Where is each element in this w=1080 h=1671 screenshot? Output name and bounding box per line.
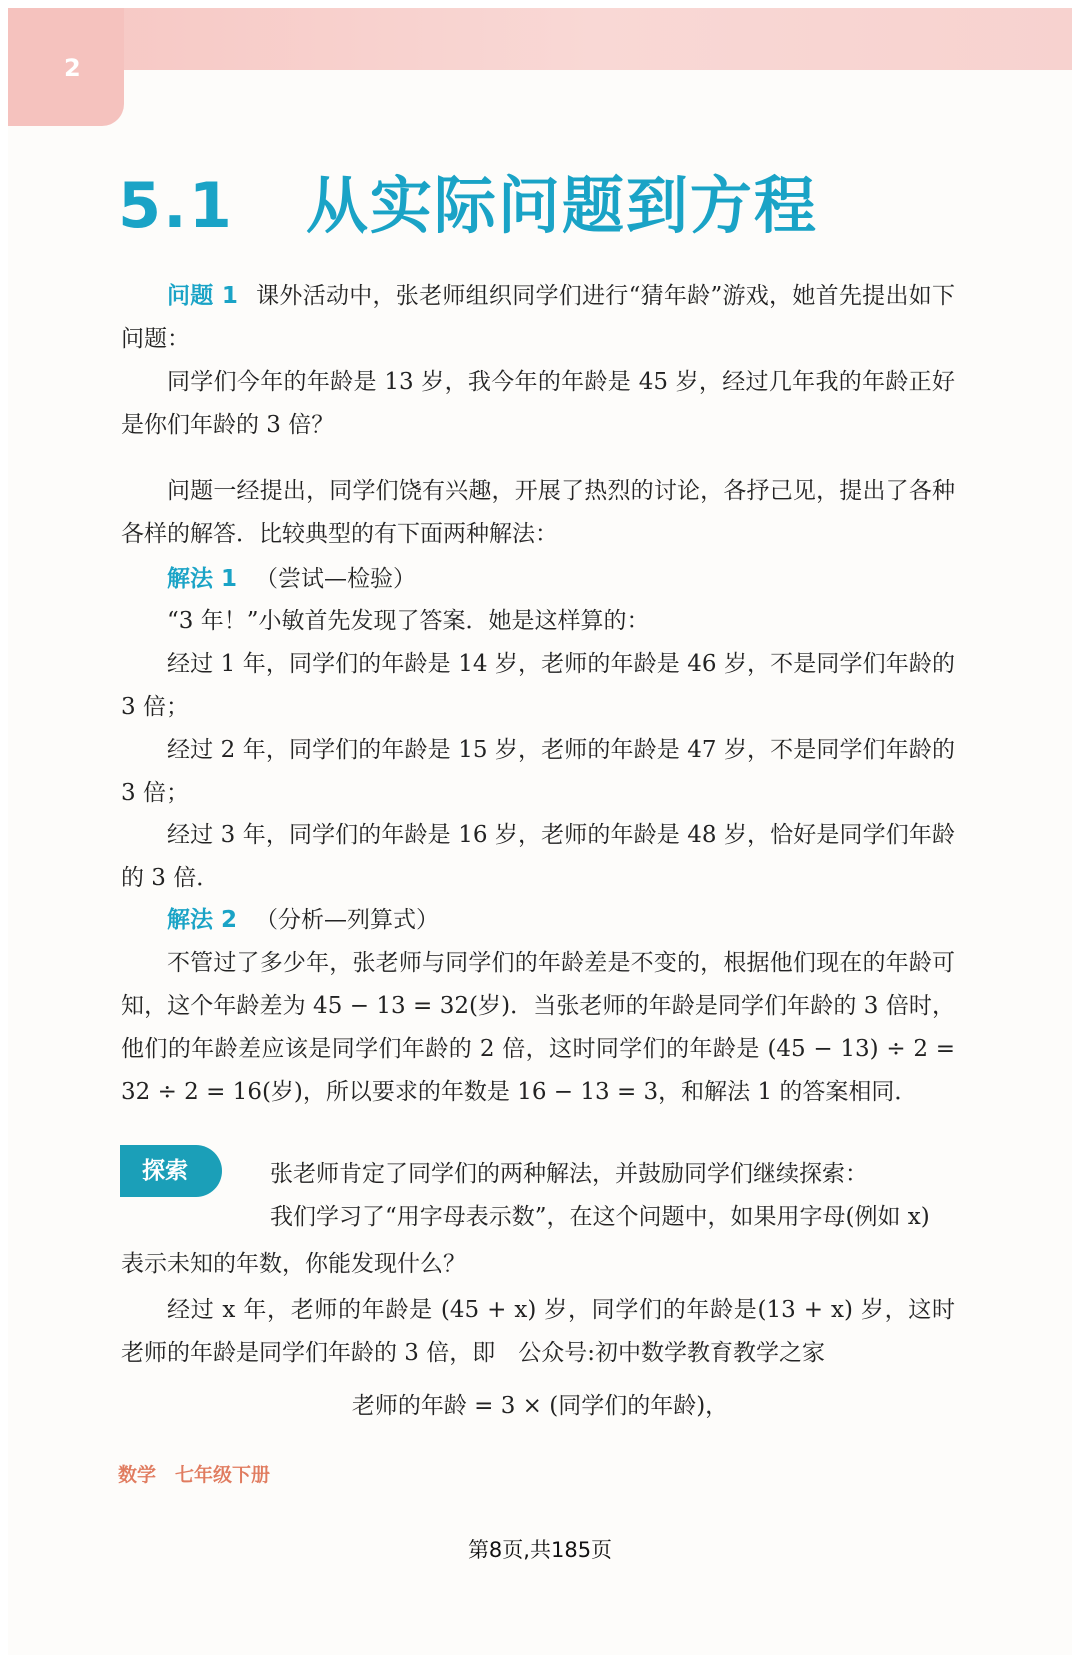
method1-line: 经过 1 年，同学们的年龄是 14 岁，老师的年龄是 46 岁，不是同学们年龄的 3 倍； <box>121 651 955 720</box>
explore-paragraph: 经过 x 年，老师的年龄是 (45 + x) 岁，同学们的年龄是(13 + x) 岁，这时老师的年龄是同学们年龄的 3 倍，即 公众号:初中数学教育教学之家 <box>121 1297 955 1366</box>
problem-intro: 课外活动中，张老师组织同学们进行“猜年龄”游戏，她首先提出如下问题： <box>121 283 955 352</box>
textbook-page <box>8 8 1072 1655</box>
method2-text: 不管过了多少年，张老师与同学们的年龄差是不变的，根据他们现在的年龄可知，这个年龄差为 45 − 13 = 32(岁)．当张老师的年龄是同学们年龄的 3 倍时，他们的年龄差应该是同学们年龄的 2 倍，这时同学们的年龄是 (45 − 13) ÷ 2 = 32 ÷ 2 = 16(岁)，所以要求的年数是 16 − 13 = 3，和解法 1 的答案相同． <box>121 950 955 1105</box>
method1-label: 解法 1 <box>167 566 238 592</box>
method1-line: 经过 2 年，同学们的年龄是 15 岁，老师的年龄是 47 岁，不是同学们年龄的 3 倍； <box>121 737 955 806</box>
explore-badge: 探索 <box>120 1145 222 1197</box>
method1-heading <box>121 558 955 601</box>
method2-subtitle: （分析—列算式） <box>255 907 440 933</box>
explore-line-2: 我们学习了“用字母表示数”，在这个问题中，如果用字母(例如 x) <box>270 1204 930 1230</box>
header-page-number: 2 <box>64 54 81 82</box>
problem-question: 同学们今年的年龄是 13 岁，我今年的年龄是 45 岁，经过几年我的年龄正好是你们年龄的 3 倍？ <box>121 369 955 438</box>
header-band <box>8 8 1072 70</box>
problem-label: 问题 1 <box>167 283 238 309</box>
method1-line: 经过 3 年，同学们的年龄是 16 岁，老师的年龄是 48 岁，恰好是同学们年龄的 3 倍． <box>121 822 955 891</box>
explore-line-3: 表示未知的年数，你能发现什么？ <box>121 1251 466 1277</box>
chapter-title <box>118 156 818 245</box>
chapter-number: 5.1 <box>118 169 234 242</box>
footer-page-info: 第8页,共185页 <box>467 1538 613 1562</box>
explore-line-1: 张老师肯定了同学们的两种解法，并鼓励同学们继续探索： <box>270 1161 868 1187</box>
method1-line: “3 年！”小敏首先发现了答案．她是这样算的： <box>167 608 650 634</box>
footer-book-title: 数学 七年级下册 <box>118 1464 271 1486</box>
method2-heading <box>121 899 955 942</box>
method1-subtitle: （尝试—检验） <box>255 566 417 592</box>
method2-label: 解法 2 <box>167 907 238 933</box>
equation-line: 老师的年龄 = 3 × (同学们的年龄)， <box>351 1393 729 1419</box>
discussion-paragraph: 问题一经提出，同学们饶有兴趣，开展了热烈的讨论，各抒己见，提出了各种各样的解答．比较典型的有下面两种解法： <box>121 478 955 547</box>
problem-intro-paragraph <box>121 275 955 361</box>
chapter-title-text: 从实际问题到方程 <box>305 169 818 242</box>
